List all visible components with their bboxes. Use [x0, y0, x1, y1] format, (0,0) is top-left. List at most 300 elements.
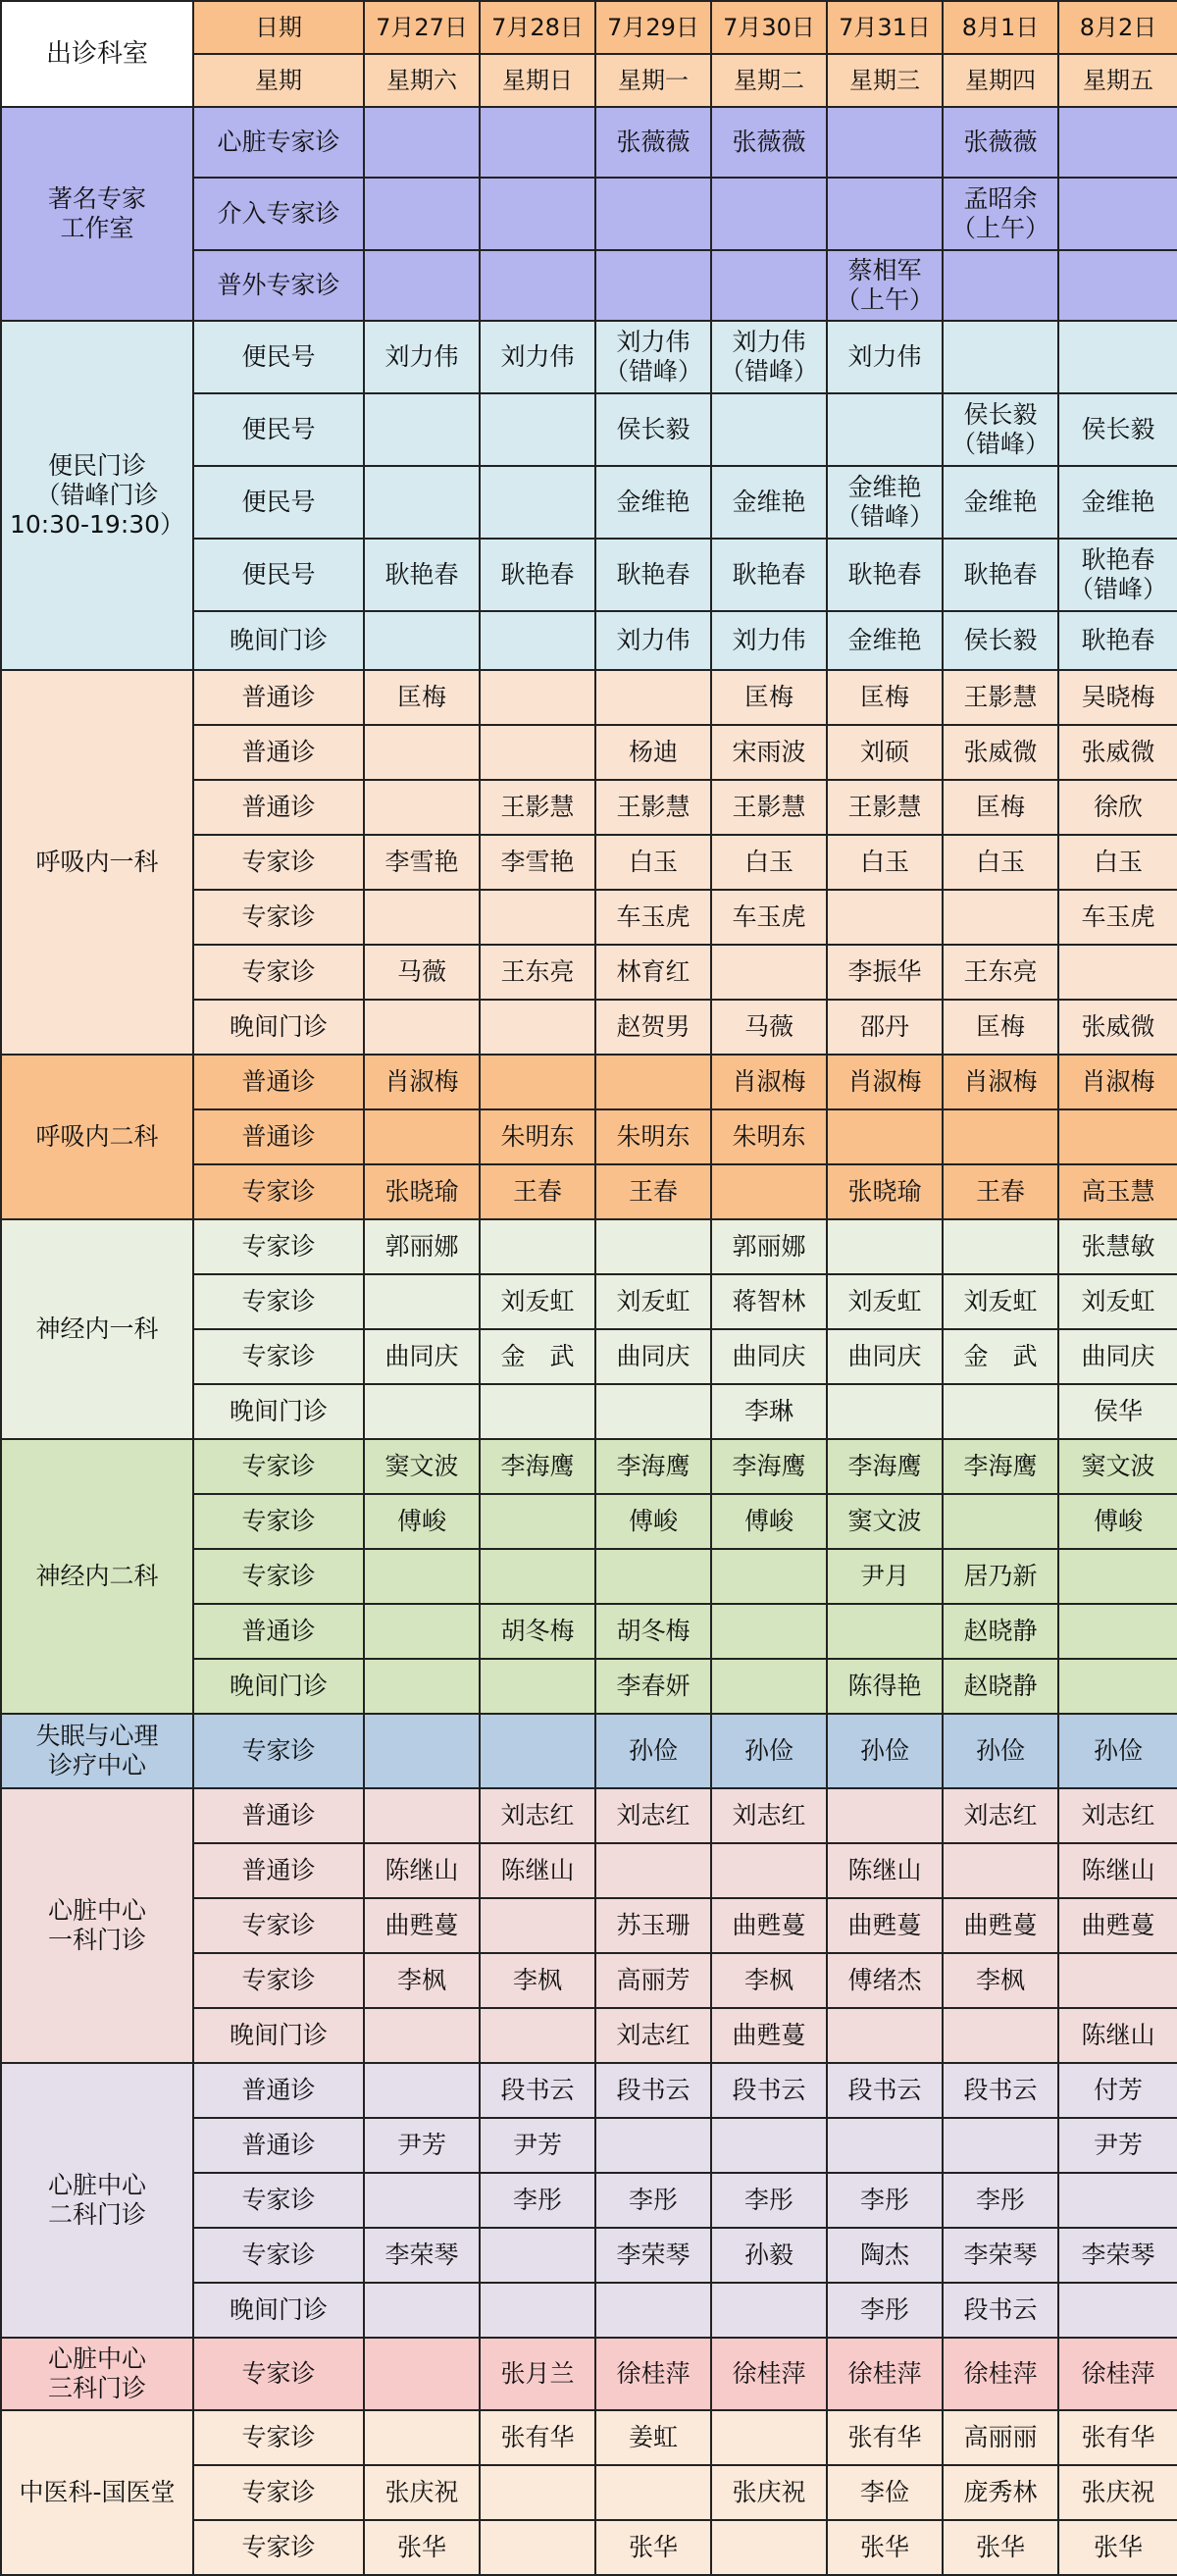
doctor-cell [595, 1549, 711, 1604]
doctor-cell [711, 2410, 827, 2465]
doctor-cell: 徐桂萍 [595, 2338, 711, 2410]
doctor-cell [364, 2173, 480, 2228]
doctor-cell: 孙毅 [711, 2228, 827, 2283]
doctor-cell [480, 393, 595, 466]
doctor-cell [480, 2465, 595, 2520]
date-label: 日期 [193, 1, 364, 54]
doctor-cell: 陶杰 [827, 2228, 943, 2283]
doctor-cell: 耿艳春 [364, 539, 480, 611]
doctor-cell [827, 107, 943, 178]
clinic-type: 普通诊 [193, 1604, 364, 1659]
doctor-cell: 车玉虎 [595, 890, 711, 945]
doctor-cell [1058, 1109, 1177, 1164]
doctor-cell: 张月兰 [480, 2338, 595, 2410]
doctor-cell: 赵晓静 [943, 1604, 1058, 1659]
clinic-type: 专家诊 [193, 2465, 364, 2520]
doctor-cell [595, 1384, 711, 1439]
department-name: 神经内一科 [1, 1219, 193, 1439]
doctor-cell [480, 178, 595, 250]
doctor-cell [364, 1604, 480, 1659]
doctor-cell: 金维艳 [595, 466, 711, 539]
doctor-cell: 匡梅 [943, 780, 1058, 835]
doctor-cell: 白玉 [827, 835, 943, 890]
doctor-cell [595, 1055, 711, 1109]
doctor-cell: 李振华 [827, 945, 943, 1000]
weekday-cell: 星期四 [943, 54, 1058, 107]
doctor-cell: 李海鹰 [595, 1439, 711, 1494]
doctor-cell: 白玉 [1058, 835, 1177, 890]
doctor-cell: 耿艳春 [595, 539, 711, 611]
doctor-cell: 肖淑梅 [943, 1055, 1058, 1109]
doctor-cell: 李琳 [711, 1384, 827, 1439]
clinic-type: 便民号 [193, 393, 364, 466]
doctor-cell: 曲同庆 [364, 1329, 480, 1384]
doctor-cell: 李荣琴 [943, 2228, 1058, 2283]
doctor-cell: 张华 [1058, 2520, 1177, 2575]
doctor-cell [364, 466, 480, 539]
doctor-cell: 孙俭 [827, 1714, 943, 1788]
doctor-cell [943, 1494, 1058, 1549]
doctor-cell: 王春 [480, 1164, 595, 1219]
doctor-cell: 匡梅 [364, 670, 480, 725]
doctor-cell: 匡梅 [827, 670, 943, 725]
doctor-cell: 耿艳春 [711, 539, 827, 611]
schedule-row [1, 2410, 1177, 2465]
doctor-cell [480, 890, 595, 945]
clinic-type: 普通诊 [193, 725, 364, 780]
doctor-cell: 杨迪 [595, 725, 711, 780]
doctor-cell: 张薇薇 [711, 107, 827, 178]
doctor-cell: 高玉慧 [1058, 1164, 1177, 1219]
doctor-cell: 姜虹 [595, 2410, 711, 2465]
weekday-cell: 星期日 [480, 54, 595, 107]
doctor-cell: 李枫 [943, 1953, 1058, 2008]
doctor-cell [364, 1714, 480, 1788]
doctor-cell [364, 1384, 480, 1439]
doctor-cell: 王东亮 [943, 945, 1058, 1000]
doctor-cell [480, 1659, 595, 1714]
doctor-cell: 傅峻 [364, 1494, 480, 1549]
doctor-cell: 张威微 [943, 725, 1058, 780]
doctor-cell [827, 1788, 943, 1843]
doctor-cell: 张庆祝 [711, 2465, 827, 2520]
clinic-type: 专家诊 [193, 945, 364, 1000]
doctor-cell [364, 1000, 480, 1055]
doctor-cell: 王影慧 [827, 780, 943, 835]
doctor-cell [1058, 178, 1177, 250]
doctor-cell: 侯长毅 [595, 393, 711, 466]
doctor-cell: 刘力伟 （错峰） [595, 321, 711, 393]
doctor-cell: 朱明东 [711, 1109, 827, 1164]
doctor-cell: 王春 [595, 1164, 711, 1219]
doctor-cell: 张有华 [1058, 2410, 1177, 2465]
doctor-cell [480, 1898, 595, 1953]
department-name: 呼吸内一科 [1, 670, 193, 1055]
doctor-cell: 李彤 [943, 2173, 1058, 2228]
department-name: 失眠与心理 诊疗中心 [1, 1714, 193, 1788]
doctor-cell: 金维艳 [1058, 466, 1177, 539]
doctor-cell: 刘志红 [711, 1788, 827, 1843]
doctor-cell [827, 1219, 943, 1274]
doctor-cell [364, 1109, 480, 1164]
doctor-cell [1058, 1953, 1177, 2008]
doctor-cell: 张有华 [480, 2410, 595, 2465]
clinic-type: 普通诊 [193, 1843, 364, 1898]
doctor-cell: 李彤 [711, 2173, 827, 2228]
clinic-type: 晚间门诊 [193, 2283, 364, 2338]
date-cell: 7月29日 [595, 1, 711, 54]
doctor-cell: 白玉 [711, 835, 827, 890]
doctor-cell: 陈继山 [364, 1843, 480, 1898]
doctor-cell [943, 1843, 1058, 1898]
doctor-cell: 侯长毅 [1058, 393, 1177, 466]
doctor-cell [480, 670, 595, 725]
doctor-cell: 刘叐虹 [943, 1274, 1058, 1329]
doctor-cell: 孙俭 [711, 1714, 827, 1788]
doctor-cell: 金维艳 [943, 466, 1058, 539]
schedule-row [1, 1055, 1177, 1109]
doctor-cell: 王影慧 [595, 780, 711, 835]
clinic-type: 专家诊 [193, 1274, 364, 1329]
doctor-cell [480, 1714, 595, 1788]
clinic-type: 晚间门诊 [193, 1384, 364, 1439]
clinic-type: 普通诊 [193, 670, 364, 725]
doctor-cell: 曲同庆 [711, 1329, 827, 1384]
clinic-type: 专家诊 [193, 890, 364, 945]
doctor-cell: 孙俭 [595, 1714, 711, 1788]
clinic-type: 晚间门诊 [193, 2008, 364, 2063]
doctor-cell: 车玉虎 [711, 890, 827, 945]
doctor-cell: 徐桂萍 [827, 2338, 943, 2410]
doctor-cell: 吴晓梅 [1058, 670, 1177, 725]
doctor-cell: 车玉虎 [1058, 890, 1177, 945]
doctor-cell: 刘志红 [595, 2008, 711, 2063]
doctor-cell: 耿艳春 [1058, 611, 1177, 670]
doctor-cell: 侯长毅 [943, 611, 1058, 670]
doctor-cell [364, 178, 480, 250]
clinic-type: 晚间门诊 [193, 1659, 364, 1714]
doctor-cell: 刘力伟 [711, 611, 827, 670]
doctor-cell: 段书云 [480, 2063, 595, 2118]
doctor-cell: 侯长毅 （错峰） [943, 393, 1058, 466]
doctor-cell: 邵丹 [827, 1000, 943, 1055]
doctor-cell: 孙俭 [943, 1714, 1058, 1788]
doctor-cell [943, 890, 1058, 945]
doctor-cell [943, 2118, 1058, 2173]
doctor-cell [711, 1659, 827, 1714]
clinic-type: 专家诊 [193, 1549, 364, 1604]
doctor-cell [595, 2465, 711, 2520]
doctor-cell: 庞秀林 [943, 2465, 1058, 2520]
doctor-cell [595, 1843, 711, 1898]
doctor-cell: 王东亮 [480, 945, 595, 1000]
clinic-type: 普通诊 [193, 2118, 364, 2173]
doctor-cell: 李彤 [827, 2283, 943, 2338]
doctor-cell: 高丽丽 [943, 2410, 1058, 2465]
doctor-cell: 窦文波 [827, 1494, 943, 1549]
doctor-cell: 郭丽娜 [711, 1219, 827, 1274]
doctor-cell [364, 393, 480, 466]
doctor-cell [480, 611, 595, 670]
doctor-cell: 金 武 [480, 1329, 595, 1384]
clinic-type: 普通诊 [193, 2063, 364, 2118]
doctor-cell [827, 393, 943, 466]
doctor-cell [711, 945, 827, 1000]
doctor-cell: 刘力伟 [364, 321, 480, 393]
doctor-cell [364, 107, 480, 178]
doctor-cell [480, 1494, 595, 1549]
department-name: 心脏中心 三科门诊 [1, 2338, 193, 2410]
doctor-cell: 赵晓静 [943, 1659, 1058, 1714]
clinic-type: 普通诊 [193, 1109, 364, 1164]
doctor-cell: 陈继山 [480, 1843, 595, 1898]
clinic-type: 专家诊 [193, 1219, 364, 1274]
doctor-cell [711, 1843, 827, 1898]
doctor-cell [480, 725, 595, 780]
doctor-cell: 张威微 [1058, 725, 1177, 780]
doctor-cell: 耿艳春 [480, 539, 595, 611]
doctor-cell [595, 2283, 711, 2338]
doctor-cell: 尹月 [827, 1549, 943, 1604]
doctor-cell [480, 1549, 595, 1604]
doctor-cell: 李雪艳 [364, 835, 480, 890]
doctor-cell: 陈得艳 [827, 1659, 943, 1714]
doctor-cell: 段书云 [943, 2063, 1058, 2118]
weekday-cell: 星期五 [1058, 54, 1177, 107]
doctor-cell: 刘叐虹 [480, 1274, 595, 1329]
doctor-cell [364, 611, 480, 670]
doctor-cell [364, 890, 480, 945]
clinic-type: 专家诊 [193, 1898, 364, 1953]
doctor-cell: 蔡相军 （上午） [827, 250, 943, 321]
doctor-cell: 曲甦蔓 [943, 1898, 1058, 1953]
doctor-cell [1058, 1604, 1177, 1659]
doctor-cell: 高丽芳 [595, 1953, 711, 2008]
doctor-cell: 刘力伟 [827, 321, 943, 393]
clinic-type: 专家诊 [193, 2228, 364, 2283]
doctor-cell [364, 1788, 480, 1843]
doctor-cell [595, 250, 711, 321]
schedule-row [1, 107, 1177, 178]
department-name: 神经内二科 [1, 1439, 193, 1714]
doctor-cell: 张慧敏 [1058, 1219, 1177, 1274]
schedule-row [1, 670, 1177, 725]
schedule-row [1, 1788, 1177, 1843]
corner-label: 出诊科室 [1, 1, 193, 107]
doctor-cell: 段书云 [827, 2063, 943, 2118]
doctor-cell [364, 2283, 480, 2338]
doctor-cell: 刘志红 [1058, 1788, 1177, 1843]
doctor-cell: 匡梅 [711, 670, 827, 725]
doctor-cell [827, 178, 943, 250]
doctor-cell: 王影慧 [943, 670, 1058, 725]
doctor-cell: 曲同庆 [595, 1329, 711, 1384]
doctor-cell [364, 780, 480, 835]
clinic-type: 晚间门诊 [193, 611, 364, 670]
doctor-cell: 李枫 [480, 1953, 595, 2008]
doctor-cell: 白玉 [595, 835, 711, 890]
doctor-cell: 张华 [943, 2520, 1058, 2575]
clinic-type: 普通诊 [193, 780, 364, 835]
doctor-cell: 李枫 [711, 1953, 827, 2008]
clinic-type: 便民号 [193, 466, 364, 539]
doctor-cell [943, 250, 1058, 321]
clinic-type: 专家诊 [193, 2520, 364, 2575]
clinic-type: 专家诊 [193, 1329, 364, 1384]
doctor-cell [480, 466, 595, 539]
schedule-row [1, 2338, 1177, 2410]
doctor-cell: 李彤 [480, 2173, 595, 2228]
date-cell: 7月30日 [711, 1, 827, 54]
doctor-cell [827, 2008, 943, 2063]
doctor-cell [827, 890, 943, 945]
doctor-cell: 陈继山 [1058, 2008, 1177, 2063]
doctor-cell: 徐桂萍 [1058, 2338, 1177, 2410]
doctor-cell: 陈继山 [827, 1843, 943, 1898]
doctor-cell: 张晓瑜 [364, 1164, 480, 1219]
doctor-cell [364, 2063, 480, 2118]
doctor-cell: 张庆祝 [1058, 2465, 1177, 2520]
doctor-cell: 张华 [827, 2520, 943, 2575]
schedule-row [1, 2063, 1177, 2118]
department-name: 心脏中心 一科门诊 [1, 1788, 193, 2063]
doctor-cell: 李海鹰 [480, 1439, 595, 1494]
doctor-cell: 白玉 [943, 835, 1058, 890]
doctor-cell [480, 1219, 595, 1274]
clinic-type: 普通诊 [193, 1055, 364, 1109]
doctor-cell: 刘叐虹 [1058, 1274, 1177, 1329]
department-name: 著名专家 工作室 [1, 107, 193, 321]
date-cell: 8月2日 [1058, 1, 1177, 54]
doctor-cell: 苏玉珊 [595, 1898, 711, 1953]
doctor-cell: 孙俭 [1058, 1714, 1177, 1788]
weekday-cell: 星期二 [711, 54, 827, 107]
doctor-cell [943, 1109, 1058, 1164]
clinic-type: 专家诊 [193, 1164, 364, 1219]
doctor-cell: 李春妍 [595, 1659, 711, 1714]
doctor-cell: 金维艳 [711, 466, 827, 539]
doctor-cell [711, 393, 827, 466]
doctor-cell: 耿艳春 （错峰） [1058, 539, 1177, 611]
doctor-cell [480, 2228, 595, 2283]
doctor-cell: 张威微 [1058, 1000, 1177, 1055]
doctor-cell [364, 2410, 480, 2465]
doctor-cell: 徐欣 [1058, 780, 1177, 835]
doctor-cell [711, 2283, 827, 2338]
doctor-cell [943, 321, 1058, 393]
doctor-cell: 窦文波 [364, 1439, 480, 1494]
doctor-cell: 林育红 [595, 945, 711, 1000]
doctor-cell: 段书云 [711, 2063, 827, 2118]
doctor-cell: 傅峻 [1058, 1494, 1177, 1549]
doctor-cell [364, 725, 480, 780]
doctor-cell: 刘志红 [480, 1788, 595, 1843]
clinic-type: 介入专家诊 [193, 178, 364, 250]
clinic-type: 便民号 [193, 321, 364, 393]
doctor-cell: 刘叐虹 [595, 1274, 711, 1329]
doctor-cell [364, 1274, 480, 1329]
doctor-cell: 匡梅 [943, 1000, 1058, 1055]
doctor-cell: 张华 [595, 2520, 711, 2575]
doctor-cell [364, 1549, 480, 1604]
doctor-cell: 肖淑梅 [827, 1055, 943, 1109]
doctor-cell: 李荣琴 [595, 2228, 711, 2283]
doctor-cell: 刘硕 [827, 725, 943, 780]
doctor-cell [364, 1659, 480, 1714]
doctor-cell: 郭丽娜 [364, 1219, 480, 1274]
clinic-type: 普通诊 [193, 1788, 364, 1843]
doctor-cell [711, 2118, 827, 2173]
doctor-cell [1058, 321, 1177, 393]
doctor-cell: 蒋智林 [711, 1274, 827, 1329]
doctor-cell: 曲甦蔓 [1058, 1898, 1177, 1953]
doctor-cell: 耿艳春 [827, 539, 943, 611]
doctor-cell [943, 1384, 1058, 1439]
date-cell: 8月1日 [943, 1, 1058, 54]
doctor-cell [480, 1055, 595, 1109]
clinic-type: 专家诊 [193, 1494, 364, 1549]
doctor-cell [827, 1109, 943, 1164]
doctor-cell [480, 2008, 595, 2063]
doctor-cell: 居乃新 [943, 1549, 1058, 1604]
date-cell: 7月31日 [827, 1, 943, 54]
doctor-cell: 李海鹰 [827, 1439, 943, 1494]
header-date-row [1, 1, 1177, 54]
clinic-type: 专家诊 [193, 1714, 364, 1788]
doctor-cell [827, 2118, 943, 2173]
doctor-cell: 刘志红 [943, 1788, 1058, 1843]
doctor-cell [711, 250, 827, 321]
doctor-cell: 朱明东 [595, 1109, 711, 1164]
doctor-cell [711, 2520, 827, 2575]
clinic-type: 专家诊 [193, 2173, 364, 2228]
doctor-cell: 李荣琴 [1058, 2228, 1177, 2283]
doctor-cell: 侯华 [1058, 1384, 1177, 1439]
doctor-cell: 王春 [943, 1164, 1058, 1219]
doctor-cell [1058, 1659, 1177, 1714]
doctor-cell: 马薇 [711, 1000, 827, 1055]
doctor-cell: 李荣琴 [364, 2228, 480, 2283]
schedule-row [1, 1439, 1177, 1494]
doctor-cell: 段书云 [595, 2063, 711, 2118]
doctor-cell: 李海鹰 [711, 1439, 827, 1494]
doctor-cell: 朱明东 [480, 1109, 595, 1164]
doctor-cell [595, 670, 711, 725]
doctor-cell: 李彤 [827, 2173, 943, 2228]
doctor-cell: 刘叐虹 [827, 1274, 943, 1329]
doctor-cell: 刘力伟 （错峰） [711, 321, 827, 393]
doctor-cell: 刘力伟 [595, 611, 711, 670]
doctor-cell [711, 178, 827, 250]
schedule-row [1, 1714, 1177, 1788]
weekday-label: 星期 [193, 54, 364, 107]
date-cell: 7月27日 [364, 1, 480, 54]
doctor-cell: 曲同庆 [1058, 1329, 1177, 1384]
doctor-cell: 曲甦蔓 [711, 1898, 827, 1953]
doctor-cell: 尹芳 [480, 2118, 595, 2173]
doctor-cell: 张薇薇 [943, 107, 1058, 178]
department-name: 便民门诊 （错峰门诊 10:30-19:30） [1, 321, 193, 670]
doctor-cell: 李枫 [364, 1953, 480, 2008]
doctor-cell: 徐桂萍 [711, 2338, 827, 2410]
doctor-cell: 宋雨波 [711, 725, 827, 780]
doctor-cell: 张有华 [827, 2410, 943, 2465]
doctor-cell [364, 250, 480, 321]
doctor-cell: 曲同庆 [827, 1329, 943, 1384]
doctor-cell: 徐桂萍 [943, 2338, 1058, 2410]
doctor-cell: 段书云 [943, 2283, 1058, 2338]
weekday-cell: 星期六 [364, 54, 480, 107]
